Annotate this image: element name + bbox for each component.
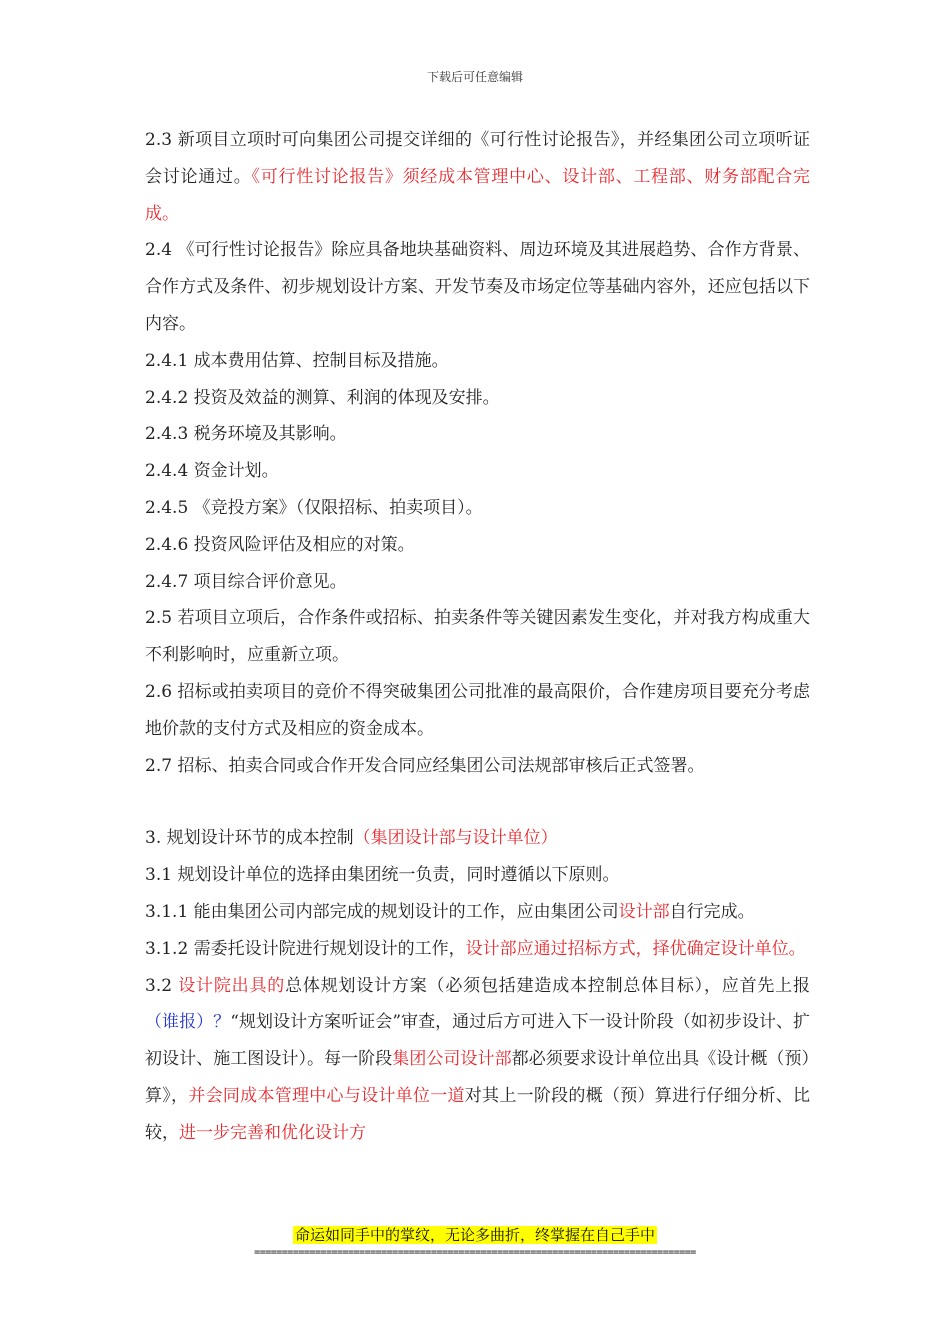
highlighted-text-segment: 设计部 <box>618 901 670 922</box>
highlighted-text-segment: 设计部应通过招标方式，择优确定设计单位。 <box>465 938 806 959</box>
highlighted-text-segment: （集团设计部与设计单位） <box>353 828 558 849</box>
paragraph-spacer <box>145 784 810 820</box>
text-segment: 2.4.7 项目综合评价意见。 <box>145 571 347 592</box>
text-segment: 2.4.4 资金计划。 <box>145 461 279 482</box>
paragraph <box>145 490 810 527</box>
text-segment: 2.4.6 投资风险评估及相应的对策。 <box>145 534 415 555</box>
paragraph <box>145 600 810 674</box>
text-segment: 2.4.2 投资及效益的测算、利润的体现及安排。 <box>145 387 500 408</box>
paragraph <box>145 453 810 490</box>
text-segment: 2.4.5 《竞投方案》（仅限招标、拍卖项目）。 <box>145 497 483 518</box>
paragraph <box>145 820 810 857</box>
text-segment: 3. 规划设计环节的成本控制 <box>145 828 354 849</box>
highlighted-text-segment: 设计院出具的 <box>178 975 286 996</box>
text-segment: 2.4.1 成本费用估算、控制目标及措施。 <box>145 350 449 371</box>
document-body <box>145 122 810 1152</box>
text-segment: 2.4 《可行性讨论报告》除应具备地块基础资料、周边环境及其进展趋势、合作方背景、合作方式及条件、初步规划设计方案、开发节奏及市场定位等基础内容外，还应包括以下内容。 <box>145 240 810 334</box>
paragraph <box>145 857 810 894</box>
text-segment: 2.4.3 税务环境及其影响。 <box>145 424 347 445</box>
text-segment: 3.1 规划设计单位的选择由集团统一负责，同时遵循以下原则。 <box>145 865 620 886</box>
text-segment: 都必须要求设计单位出具《设计概（预）算》， <box>145 1049 811 1106</box>
page-header: 下载后可任意编辑 <box>426 70 523 84</box>
highlighted-text-segment: 《可行性讨论报告》须经成本管理中心、设计部、工程部、财务部配合完成。 <box>145 166 811 224</box>
text-segment: 对其上一阶段的概（预）算进行仔细分析、比较， <box>145 1085 811 1143</box>
paragraph <box>145 748 810 785</box>
footer-quote-text: 命运如同手中的掌纹，无论多曲折，终掌握在自己手中 <box>294 1226 655 1244</box>
text-segment: 2.7 招标、拍卖合同或合作开发合同应经集团公司法规部审核后正式签署。 <box>145 755 705 776</box>
paragraph <box>145 416 810 453</box>
text-segment: 2.5 若项目立项后，合作条件或招标、拍卖条件等关键因素发生变化，并对我方构成重大不利影响时，应重新立项。 <box>145 608 810 666</box>
text-segment: 3.2 <box>145 975 179 996</box>
paragraph <box>145 894 810 931</box>
text-segment: 3.1.1 能由集团公司内部完成的规划设计的工作，应由集团公司 <box>145 901 619 922</box>
paragraph <box>145 122 810 232</box>
paragraph <box>145 674 810 748</box>
footer-divider: ================================================================================ <box>254 1247 696 1258</box>
paragraph <box>145 931 810 968</box>
text-segment: 3.1.2 需委托设计院进行规划设计的工作， <box>145 938 466 959</box>
highlighted-text-segment: 并会同成本管理中心与设计单位一道 <box>188 1085 465 1106</box>
text-segment: 2.6 招标或拍卖项目的竞价不得突破集团公司批准的最高限价，合作建房项目要充分考虑地价款的支付方式及相应的资金成本。 <box>145 681 810 739</box>
footer-quote <box>0 1225 950 1245</box>
paragraph <box>145 343 810 380</box>
text-segment: “规划设计方案听证会”审查，通过后方可进入下一设计阶段（如初步设计、扩初设计、施工图设计）。每一阶段 <box>145 1012 811 1070</box>
paragraph <box>145 564 810 601</box>
text-segment: 总体规划设计方案（必须包括建造成本控制总体目标），应首先上报 <box>285 975 810 996</box>
highlighted-text-segment: 进一步完善和优化设计方 <box>179 1122 366 1143</box>
text-segment: 自行完成。 <box>669 901 755 922</box>
paragraph <box>145 968 810 1152</box>
paragraph <box>145 232 810 342</box>
text-segment: 2.3 新项目立项时可向集团公司提交详细的《可行性讨论报告》，并经集团公司立项听证会讨论通过。 <box>145 130 810 187</box>
highlighted-text-segment: （谁报）？ <box>145 1012 231 1033</box>
highlighted-text-segment: 集团公司设计部 <box>392 1049 512 1070</box>
paragraph <box>145 527 810 564</box>
paragraph <box>145 380 810 417</box>
